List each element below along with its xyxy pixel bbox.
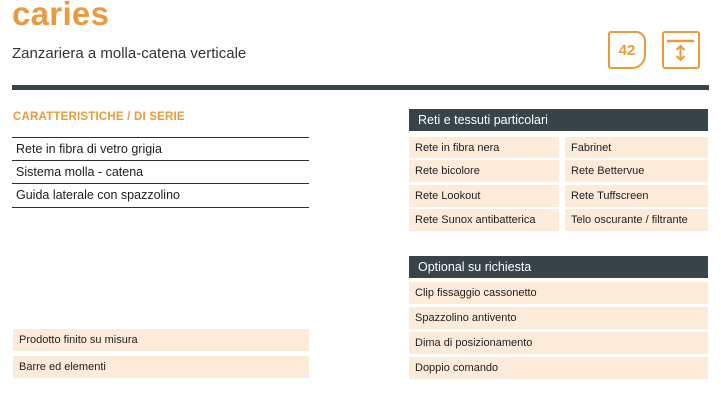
list-item: Telo oscurante / filtrante	[565, 209, 708, 231]
list-item: Rete Tuffscreen	[565, 185, 708, 207]
standard-features-heading: CARATTERISTICHE / DI SERIE	[13, 111, 185, 123]
list-item: Rete in fibra di vetro grigia	[12, 137, 309, 160]
list-item: Clip fissaggio cassonetto	[409, 282, 708, 304]
list-item: Spazzolino antivento	[409, 307, 708, 329]
optional-heading: Optional su richiesta	[409, 256, 708, 278]
list-item: Rete Bettervue	[565, 160, 708, 182]
standard-features-list	[12, 137, 309, 208]
model-number-badge	[608, 31, 646, 69]
list-item: Dima di posizionamento	[409, 332, 708, 354]
list-item: Rete bicolore	[409, 160, 559, 182]
product-subtitle: Zanzariera a molla-catena verticale	[12, 45, 247, 62]
model-number: 42	[618, 41, 636, 59]
list-item: Guida laterale con spazzolino	[12, 183, 309, 208]
list-item: Fabrinet	[565, 137, 708, 158]
product-title: caries	[12, 0, 110, 32]
list-item: Sistema molla - catena	[12, 160, 309, 183]
list-item: Rete Sunox antibatterica	[409, 209, 559, 231]
list-item: Prodotto finito su misura	[13, 329, 309, 351]
list-item: Doppio comando	[409, 357, 708, 379]
list-item: Rete Lookout	[409, 185, 559, 207]
vertical-arrows-icon	[662, 31, 700, 69]
vertical-arrows-glyph	[664, 33, 697, 66]
list-item: Barre ed elementi	[13, 356, 309, 378]
nets-heading: Reti e tessuti particolari	[409, 109, 708, 131]
header-divider	[12, 85, 709, 90]
list-item: Rete in fibra nera	[409, 137, 559, 158]
